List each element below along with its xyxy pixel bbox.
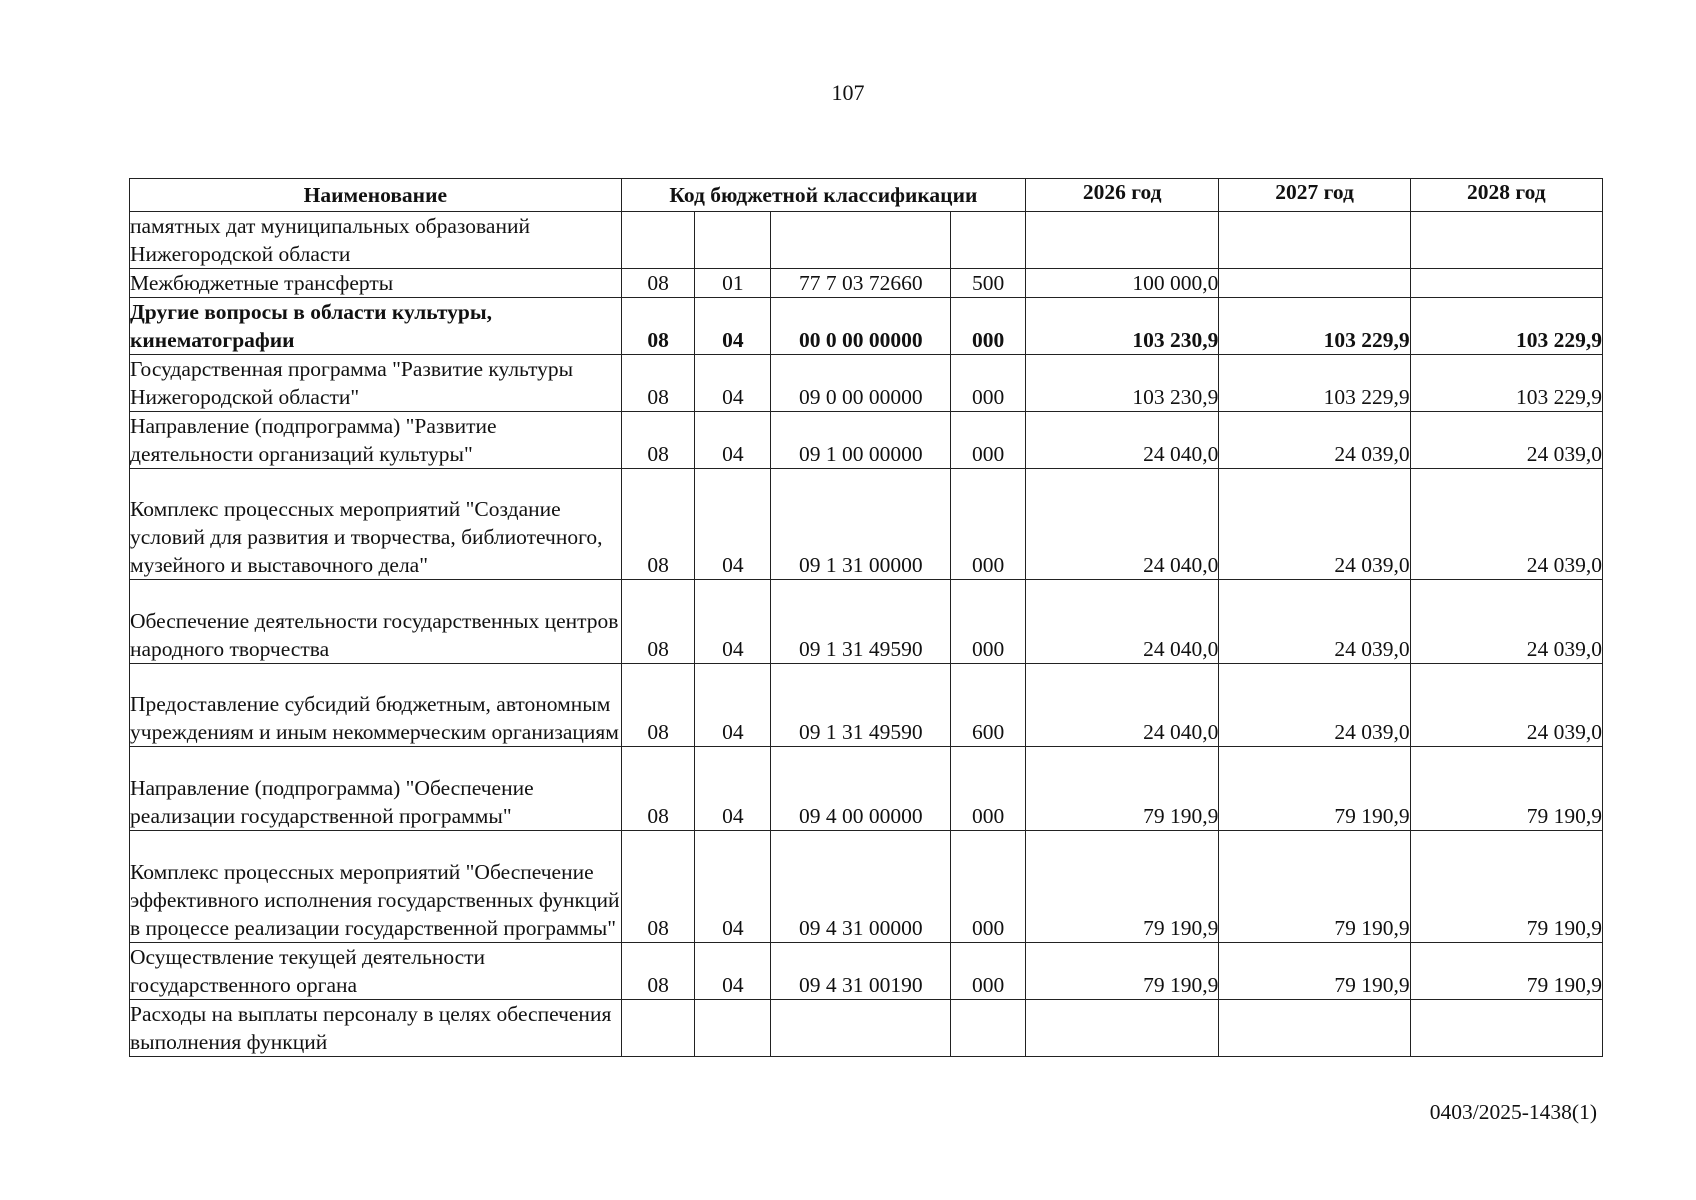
code-subsection: 04	[695, 469, 771, 580]
amount-2028	[1410, 212, 1602, 269]
code-section: 08	[621, 831, 695, 943]
amount-2026: 79 190,9	[1026, 747, 1219, 831]
amount-2028: 79 190,9	[1410, 943, 1602, 1000]
table-row	[130, 831, 1603, 943]
amount-2027: 24 039,0	[1219, 580, 1410, 664]
table-row	[130, 212, 1603, 269]
code-subsection: 04	[695, 298, 771, 355]
table-row	[130, 664, 1603, 747]
row-name: Осуществление текущей деятельности государственного органа	[130, 943, 622, 1000]
table-row	[130, 943, 1603, 1000]
amount-2027: 79 190,9	[1219, 831, 1410, 943]
document-id: 0403/2025-1438(1)	[1429, 1100, 1597, 1124]
code-expense-type: 000	[951, 298, 1026, 355]
code-target-article: 09 4 31 00000	[771, 831, 951, 943]
amount-2028: 103 229,9	[1410, 298, 1602, 355]
page-number: 107	[831, 80, 865, 105]
amount-2028: 79 190,9	[1410, 831, 1602, 943]
amount-2026: 24 040,0	[1026, 412, 1219, 469]
code-subsection: 04	[695, 664, 771, 747]
amount-2027	[1219, 1000, 1410, 1057]
code-expense-type: 000	[951, 412, 1026, 469]
code-subsection	[695, 1000, 771, 1057]
code-section: 08	[621, 747, 695, 831]
table-row	[130, 269, 1603, 298]
code-expense-type: 000	[951, 831, 1026, 943]
code-section	[621, 1000, 695, 1057]
code-target-article: 77 7 03 72660	[771, 269, 951, 298]
row-name: Расходы на выплаты персоналу в целях обеспечения выполнения функций	[130, 1000, 622, 1057]
code-subsection: 04	[695, 747, 771, 831]
amount-2026: 24 040,0	[1026, 469, 1219, 580]
code-expense-type: 000	[951, 469, 1026, 580]
code-section	[621, 212, 695, 269]
table-row	[130, 412, 1603, 469]
code-target-article: 09 1 00 00000	[771, 412, 951, 469]
amount-2028	[1410, 269, 1602, 298]
header-year-2026: 2026 год	[1026, 179, 1219, 212]
row-name: Комплекс процессных мероприятий "Создание условий для развития и творчества, библиотечного, музейного и выставочного дела"	[130, 469, 622, 580]
code-target-article	[771, 212, 951, 269]
code-expense-type: 000	[951, 943, 1026, 1000]
table-row	[130, 469, 1603, 580]
code-expense-type	[951, 212, 1026, 269]
code-expense-type: 000	[951, 747, 1026, 831]
code-subsection: 04	[695, 412, 771, 469]
row-name: Направление (подпрограмма) "Развитие деятельности организаций культуры"	[130, 412, 622, 469]
amount-2028: 24 039,0	[1410, 412, 1602, 469]
code-target-article: 09 1 31 00000	[771, 469, 951, 580]
code-target-article: 09 4 31 00190	[771, 943, 951, 1000]
code-expense-type: 000	[951, 355, 1026, 412]
code-section: 08	[621, 664, 695, 747]
amount-2028: 79 190,9	[1410, 747, 1602, 831]
table-row	[130, 1000, 1603, 1057]
table-row	[130, 298, 1603, 355]
amount-2028	[1410, 1000, 1602, 1057]
amount-2026: 103 230,9	[1026, 355, 1219, 412]
row-name: Государственная программа "Развитие культуры Нижегородской области"	[130, 355, 622, 412]
table-row	[130, 580, 1603, 664]
code-subsection	[695, 212, 771, 269]
table-row	[130, 747, 1603, 831]
code-section: 08	[621, 943, 695, 1000]
amount-2026: 79 190,9	[1026, 831, 1219, 943]
row-name: Межбюджетные трансферты	[130, 269, 622, 298]
amount-2026: 24 040,0	[1026, 664, 1219, 747]
code-section: 08	[621, 580, 695, 664]
code-subsection: 01	[695, 269, 771, 298]
amount-2028: 24 039,0	[1410, 580, 1602, 664]
amount-2027: 79 190,9	[1219, 943, 1410, 1000]
code-expense-type: 500	[951, 269, 1026, 298]
amount-2026: 103 230,9	[1026, 298, 1219, 355]
code-target-article: 00 0 00 00000	[771, 298, 951, 355]
code-target-article: 09 1 31 49590	[771, 664, 951, 747]
row-name: Предоставление субсидий бюджетным, автономным учреждениям и иным некоммерческим организациям	[130, 664, 622, 747]
header-name: Наименование	[130, 179, 622, 212]
header-code: Код бюджетной классификации	[621, 179, 1025, 212]
amount-2027: 24 039,0	[1219, 469, 1410, 580]
code-target-article: 09 1 31 49590	[771, 580, 951, 664]
code-subsection: 04	[695, 831, 771, 943]
amount-2026: 100 000,0	[1026, 269, 1219, 298]
code-target-article: 09 0 00 00000	[771, 355, 951, 412]
amount-2027: 79 190,9	[1219, 747, 1410, 831]
amount-2026	[1026, 212, 1219, 269]
amount-2026: 79 190,9	[1026, 943, 1219, 1000]
code-section: 08	[621, 298, 695, 355]
row-name: памятных дат муниципальных образований Нижегородской области	[130, 212, 622, 269]
code-subsection: 04	[695, 580, 771, 664]
amount-2028: 24 039,0	[1410, 664, 1602, 747]
code-expense-type	[951, 1000, 1026, 1057]
code-target-article: 09 4 00 00000	[771, 747, 951, 831]
row-name: Комплекс процессных мероприятий "Обеспечение эффективного исполнения государственных функций в процессе реализации государственной программы"	[130, 831, 622, 943]
amount-2027: 24 039,0	[1219, 412, 1410, 469]
amount-2026: 24 040,0	[1026, 580, 1219, 664]
amount-2028: 24 039,0	[1410, 469, 1602, 580]
table-body	[130, 212, 1603, 1057]
row-name: Направление (подпрограмма) "Обеспечение реализации государственной программы"	[130, 747, 622, 831]
budget-table	[129, 178, 1603, 1057]
amount-2027: 24 039,0	[1219, 664, 1410, 747]
amount-2027: 103 229,9	[1219, 298, 1410, 355]
code-target-article	[771, 1000, 951, 1057]
amount-2026	[1026, 1000, 1219, 1057]
header-year-2028: 2028 год	[1410, 179, 1602, 212]
header-row	[130, 179, 1603, 212]
row-name: Обеспечение деятельности государственных центров народного творчества	[130, 580, 622, 664]
amount-2027: 103 229,9	[1219, 355, 1410, 412]
code-subsection: 04	[695, 355, 771, 412]
code-section: 08	[621, 269, 695, 298]
row-name: Другие вопросы в области культуры, кинематографии	[130, 298, 622, 355]
code-expense-type: 000	[951, 580, 1026, 664]
header-year-2027: 2027 год	[1219, 179, 1410, 212]
code-section: 08	[621, 412, 695, 469]
code-section: 08	[621, 355, 695, 412]
amount-2027	[1219, 212, 1410, 269]
amount-2028: 103 229,9	[1410, 355, 1602, 412]
code-section: 08	[621, 469, 695, 580]
amount-2027	[1219, 269, 1410, 298]
code-subsection: 04	[695, 943, 771, 1000]
table-row	[130, 355, 1603, 412]
code-expense-type: 600	[951, 664, 1026, 747]
